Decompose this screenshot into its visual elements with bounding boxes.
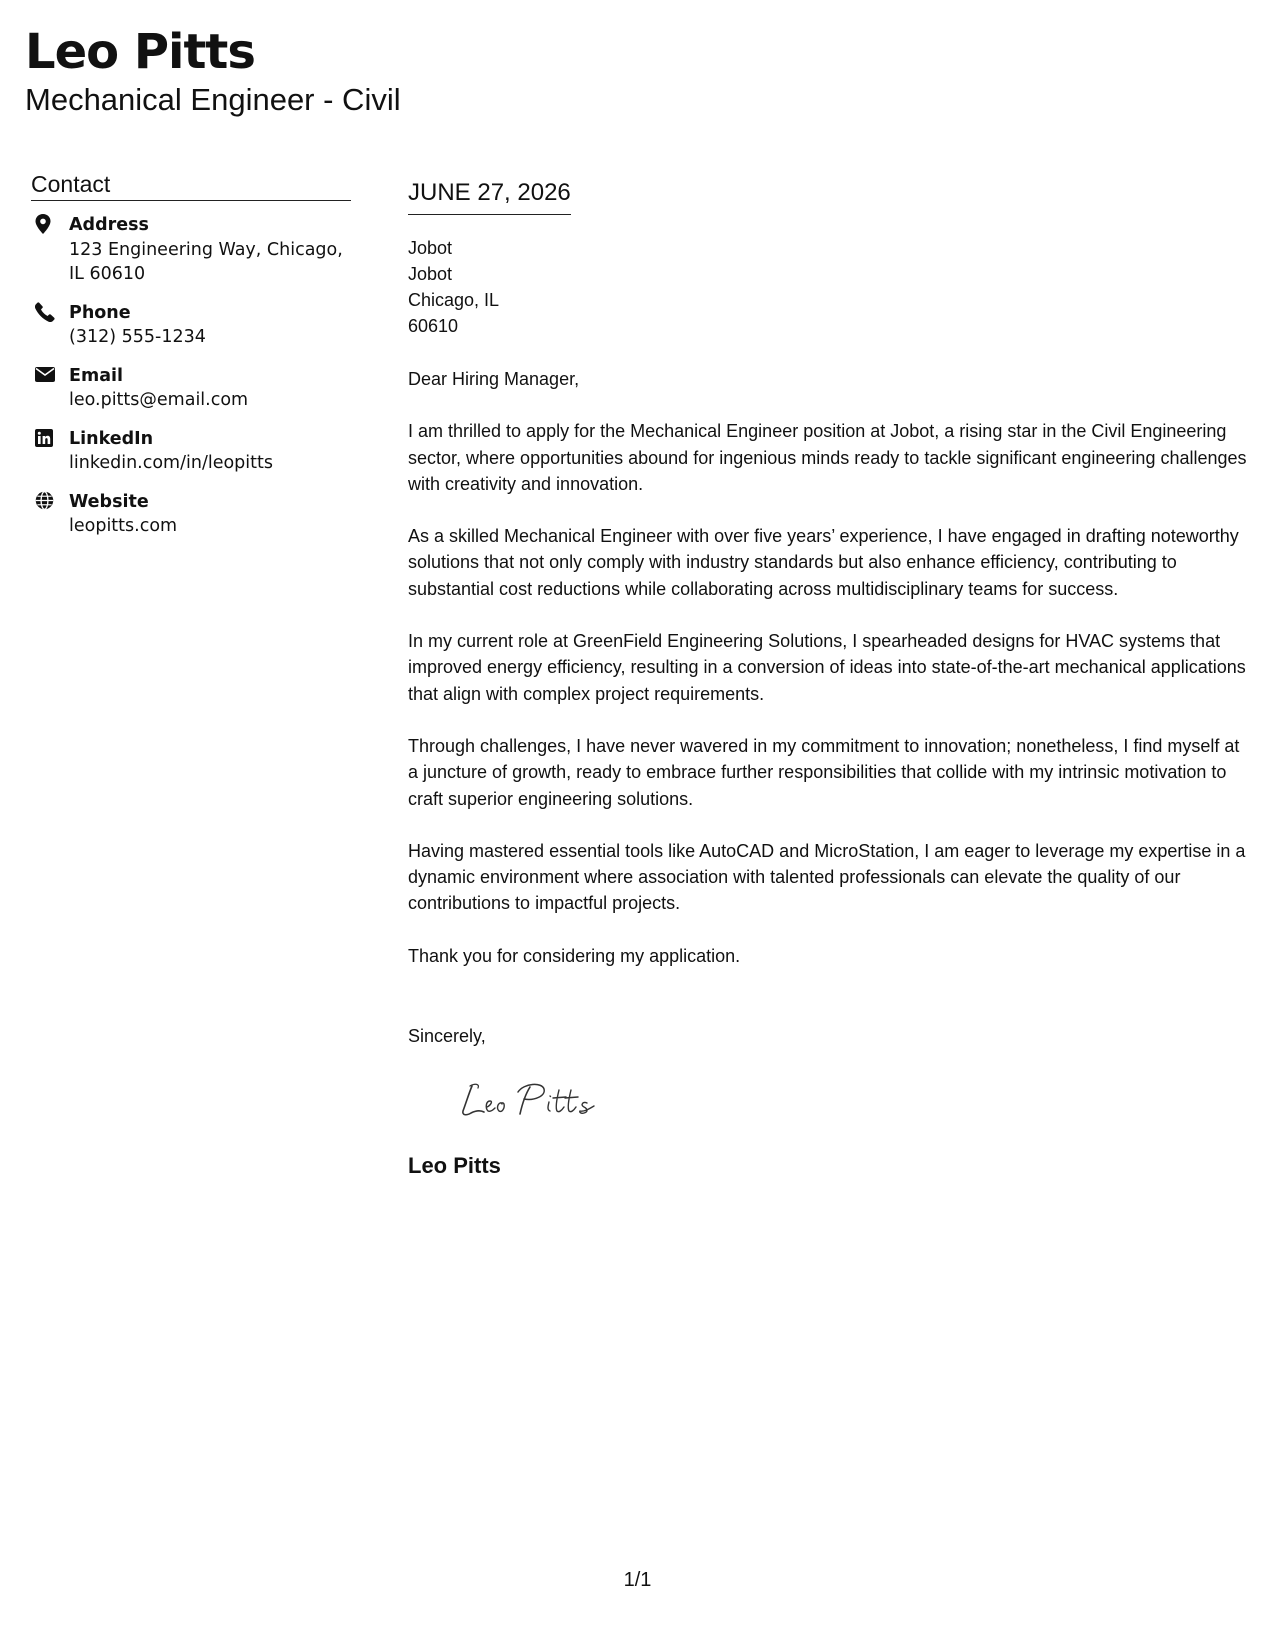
location-pin-icon xyxy=(35,213,59,235)
closing: Sincerely, xyxy=(408,1026,486,1047)
email-value: leo.pitts@email.com xyxy=(69,390,249,410)
page-number: 1/1 xyxy=(623,1569,652,1591)
contact-item-phone xyxy=(31,301,351,350)
paragraph: In my current role at GreenField Engineering Solutions, I spearheaded designs for HVAC systems that improved energy efficiency, resulting in a conversion of ideas into state-of-the-art mechanical applications that align with complex project requirements. xyxy=(408,631,1246,704)
linkedin-icon xyxy=(35,427,59,449)
paragraph: Having mastered essential tools like AutoCAD and MicroStation, I am eager to leverage my expertise in a dynamic environment where association with talented professionals can elevate the quality of our contributions to impactful projects. xyxy=(408,840,1246,914)
linkedin-value: linkedin.com/in/leopitts xyxy=(69,453,273,473)
contact-label: Address xyxy=(69,215,149,235)
website-value: leopitts.com xyxy=(69,516,178,536)
contact-sidebar xyxy=(31,170,351,553)
phone-value: (312) 555-1234 xyxy=(69,327,206,347)
contact-item-email xyxy=(31,364,351,413)
contact-label: LinkedIn xyxy=(69,428,154,449)
phone-icon xyxy=(35,301,59,323)
paragraph: I am thrilled to apply for the Mechanical Engineer position at Jobot, a rising star in the Civil Engineering sector, where opportunities abound for ingenious minds ready to tackle significant engineering challenges with creativity and innovation. xyxy=(408,421,1247,494)
salutation: Dear Hiring Manager, xyxy=(408,369,580,389)
contact-heading: Contact xyxy=(31,170,351,201)
contact-item-address xyxy=(31,213,351,287)
paragraph: Through challenges, I have never wavered in my commitment to innovation; nonetheless, I find myself at a juncture of growth, ready to embrace further responsibilities that collide with my intrinsic motivation to craft superior engineering solutions. xyxy=(408,735,1240,809)
contact-item-linkedin xyxy=(31,427,351,476)
letter-body xyxy=(408,178,1251,1180)
contact-label: Website xyxy=(69,491,149,512)
recipient-line: Jobot xyxy=(408,264,453,284)
recipient-line: Chicago, IL xyxy=(408,290,500,310)
contact-item-website xyxy=(31,490,351,539)
recipient-line: 60610 xyxy=(408,316,459,336)
envelope-icon xyxy=(35,364,59,386)
signature-image xyxy=(458,1077,628,1125)
address-value: 123 Engineering Way, Chicago, IL 60610 xyxy=(69,239,343,284)
paragraph: As a skilled Mechanical Engineer with over five years’ experience, I have engaged in drafting noteworthy solutions that not only comply with industry standards but also enhance efficiency, contributing to substantial cost reductions while collaborating across multidisciplinary teams for success. xyxy=(408,526,1239,599)
recipient-block xyxy=(408,235,1251,339)
job-title: Mechanical Engineer - Civil xyxy=(25,82,401,117)
letter-date: JUNE 27, 2026 xyxy=(408,178,571,215)
contact-label: Phone xyxy=(69,302,131,323)
paragraph: Thank you for considering my application. xyxy=(408,945,741,966)
globe-icon xyxy=(35,490,59,512)
signer-name: Leo Pitts xyxy=(408,1153,501,1179)
recipient-line: Jobot xyxy=(408,238,453,258)
contact-label: Email xyxy=(69,365,123,386)
candidate-name: Leo Pitts xyxy=(25,24,255,80)
